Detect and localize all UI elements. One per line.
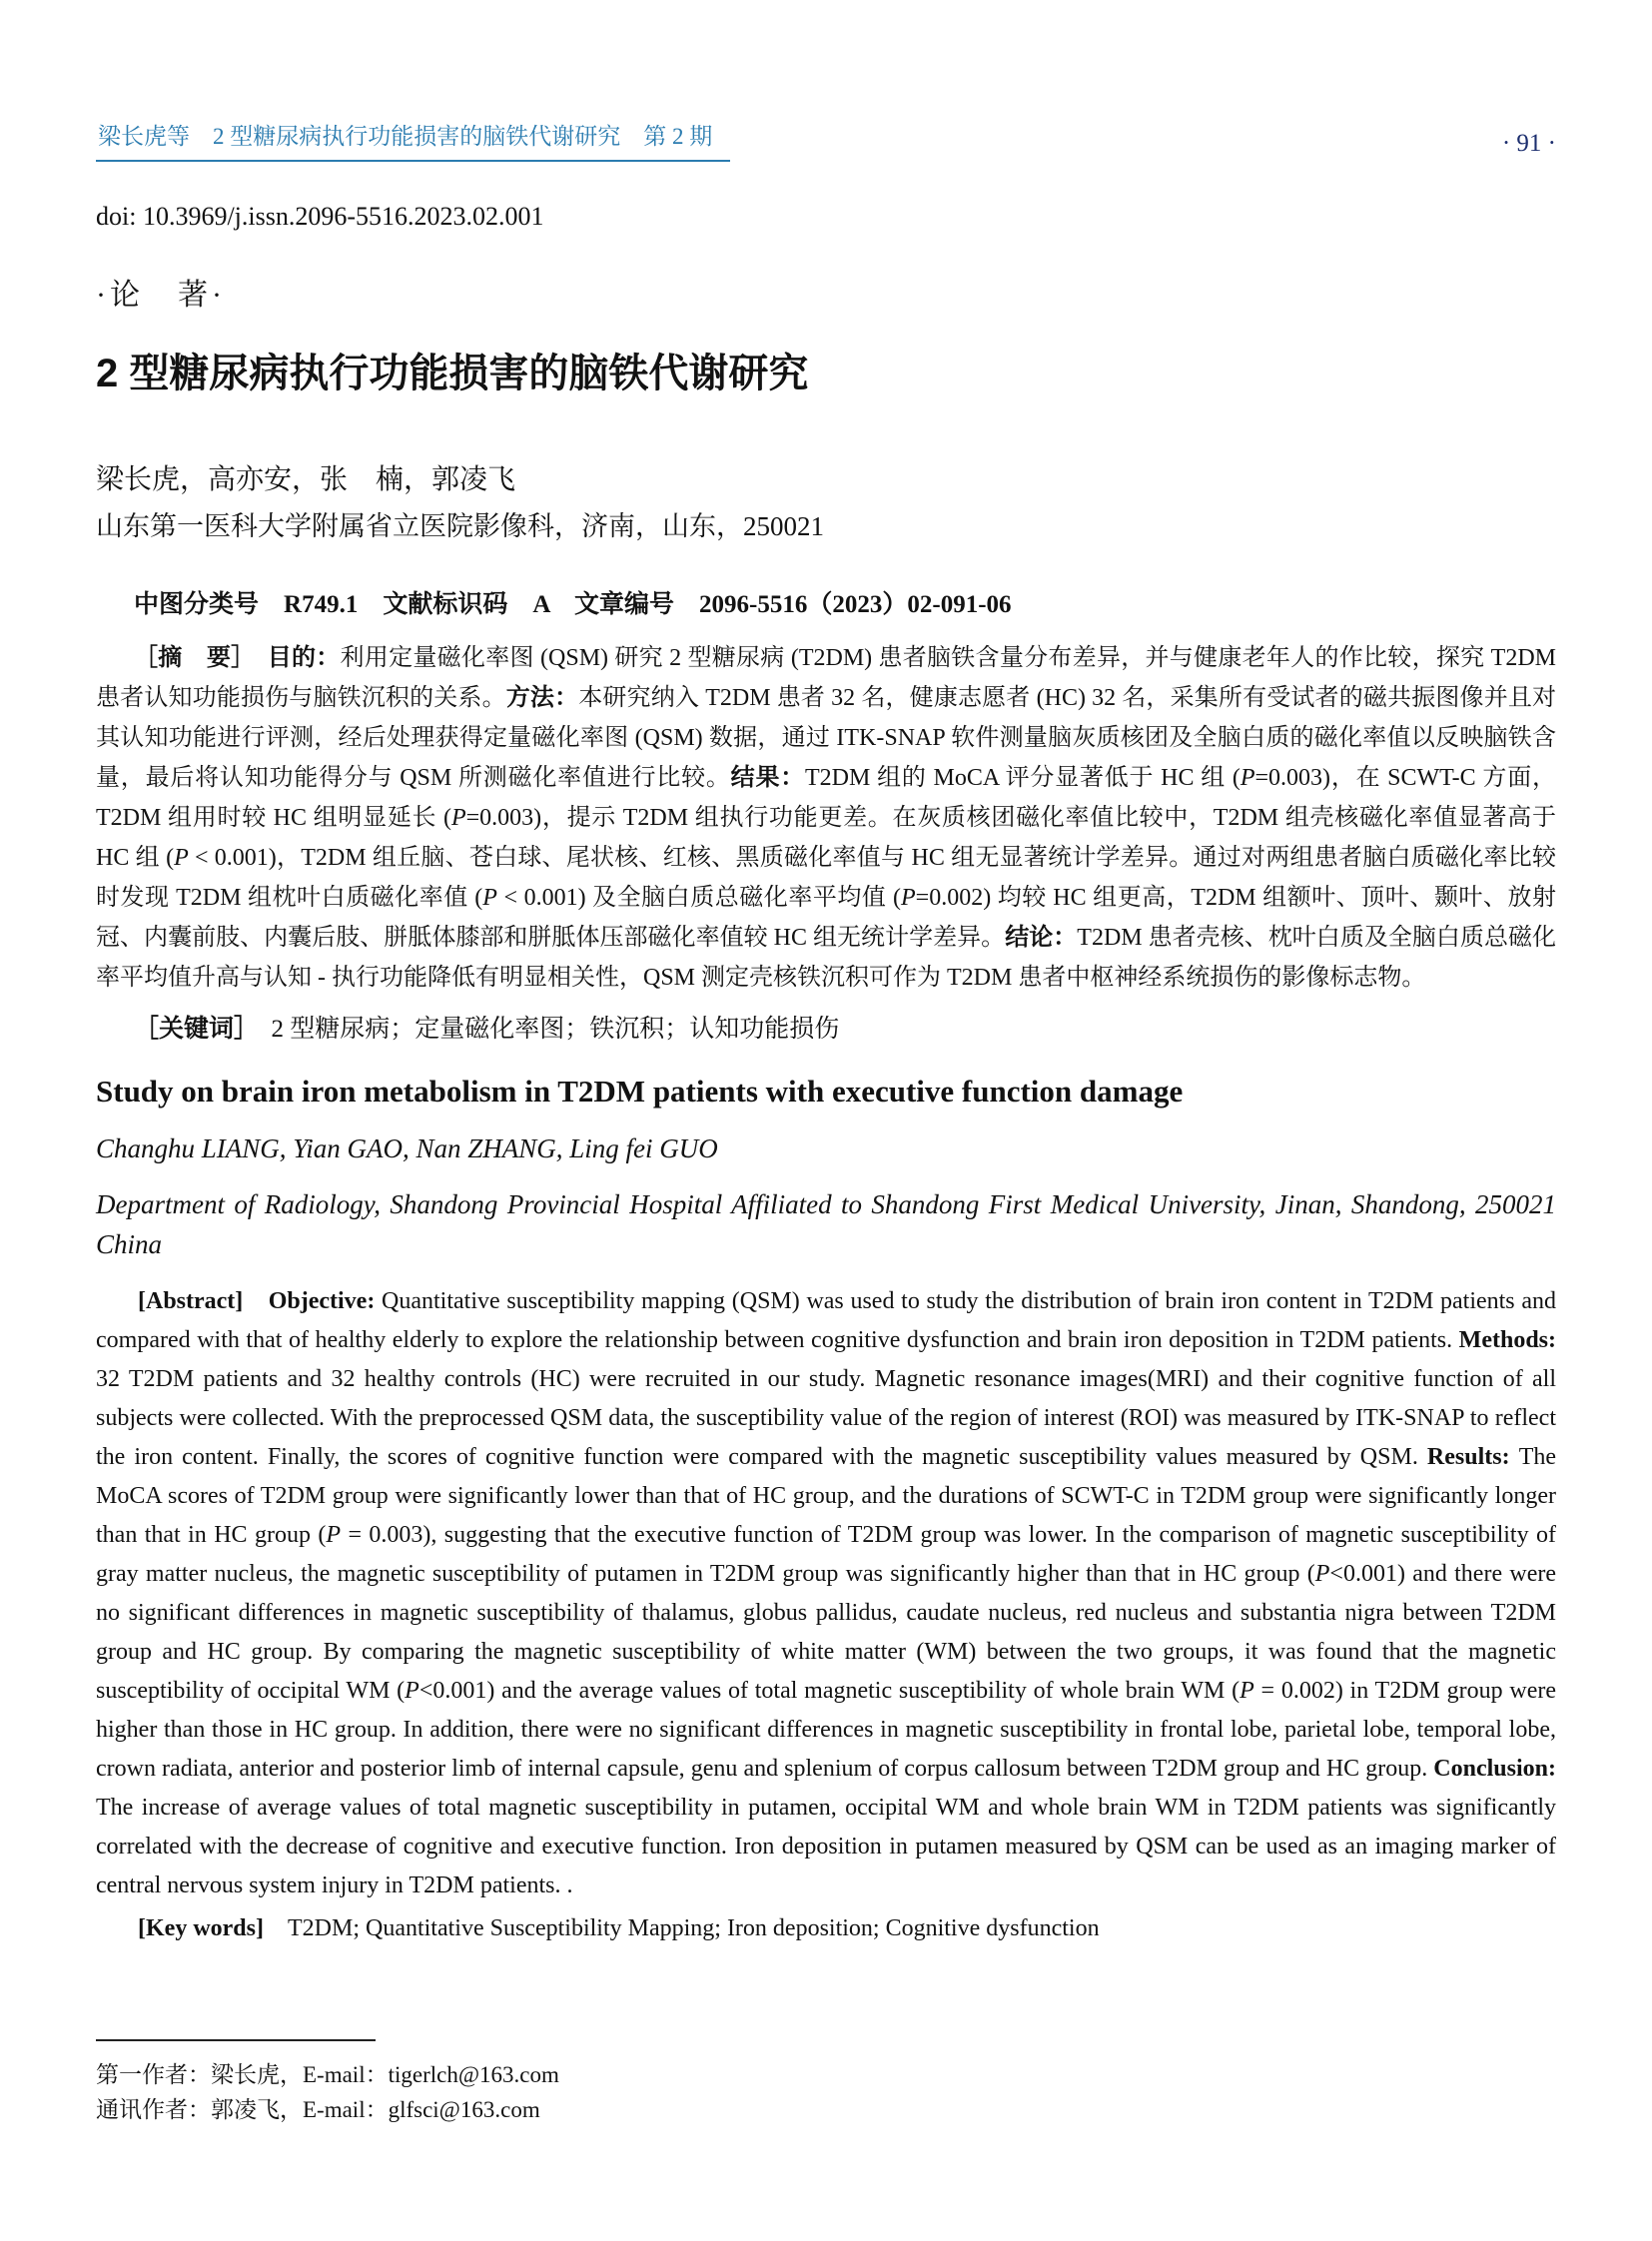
authors-en: Changhu LIANG, Yian GAO, Nan ZHANG, Ling fei GUO (96, 1133, 718, 1163)
affiliation-cn: 山东第一医科大学附属省立医院影像科，济南，山东，250021 (96, 511, 824, 541)
article-meta-line: 中图分类号 R749.1 文献标识码 A 文章编号 2096-5516（2023）02-091-06 (134, 590, 1012, 618)
keywords-en: [Key words] T2DM; Quantitative Susceptibility Mapping; Iron deposition; Cognitive dysfunction (138, 1915, 1100, 1941)
doi-line: doi: 10.3969/j.issn.2096-5516.2023.02.001 (96, 202, 544, 231)
running-title: 梁长虎等 2 型糖尿病执行功能损害的脑铁代谢研究 第 2 期 (96, 122, 730, 162)
keywords-cn: ［关键词］ 2 型糖尿病；定量磁化率图；铁沉积；认知功能损伤 (134, 1015, 840, 1043)
authors-cn: 梁长虎，高亦安，张 楠，郭凌飞 (96, 464, 516, 495)
affiliation-en: Department of Radiology, Shandong Provincial Hospital Affiliated to Shandong First Medical University, Jinan, Shandong, 250021 China (96, 1189, 1556, 1259)
column-marker: ·论 著· (96, 279, 226, 312)
page-header (96, 0, 1556, 162)
footnote-divider (96, 2039, 376, 2041)
first-author-note: 第一作者：梁长虎，E-mail：tigerlch@163.com (96, 2062, 559, 2087)
article-title-cn: 2 型糖尿病执行功能损害的脑铁代谢研究 (96, 352, 809, 395)
article-title-en: Study on brain iron metabolism in T2DM patients with executive function damage (96, 1074, 1184, 1109)
footnote (96, 2039, 559, 2127)
corresponding-author-note: 通讯作者：郭凌飞，E-mail：glfsci@163.com (96, 2097, 540, 2122)
page-number: · 91 · (1501, 130, 1556, 157)
abstract-en: [Abstract] Objective: Quantitative susceptibility mapping (QSM) was used to study the distribution of brain iron content in T2DM patients and compared with that of healthy elderly to explore the relationship between cognitive dysfunction and brain iron deposition in T2DM patients. Methods: 32 T2DM patients and 32 healthy controls (HC) were recruited in our study. Magnetic resonance images(MRI) and their cognitive function of all subjects were collected. With the preprocessed QSM data, the susceptibility value of the region of interest (ROI) was measured by ITK-SNAP to reflect the iron content. Finally, the scores of cognitive function were compared with the magnetic susceptibility values measured by QSM. Results: The MoCA scores of T2DM group were significantly lower than that of HC group, and the durations of SCWT-C in T2DM group were significantly longer than that in HC group (P = 0.003), suggesting that the executive function of T2DM group was lower. In the comparison of magnetic susceptibility of gray matter nucleus, the magnetic susceptibility of putamen in T2DM group was significantly higher than that in HC group (P<0.001) and there were no significant differences in magnetic susceptibility of thalamus, globus pallidus, caudate nucleus, red nucleus and substantia nigra between T2DM group and HC group. By comparing the magnetic susceptibility of white matter (WM) between the two groups, it was found that the magnetic susceptibility of occipital WM (P<0.001) and the average values of total magnetic susceptibility of whole brain WM (P = 0.002) in T2DM group were higher than those in HC group. In addition, there were no significant differences in magnetic susceptibility in frontal lobe, parietal lobe, temporal lobe, crown radiata, anterior and posterior limb of internal capsule, genu and splenium of corpus callosum between T2DM group and HC group. Conclusion: The increase of average values of total magnetic susceptibility in putamen, occipital WM and whole brain WM in T2DM patients was significantly correlated with the decrease of cognitive and executive function. Iron deposition in putamen measured by QSM can be used as an imaging marker of central nervous system injury in T2DM patients. . (96, 1288, 1557, 1898)
abstract-cn: ［摘 要］ 目的：利用定量磁化率图 (QSM) 研究 2 型糖尿病 (T2DM) 患者脑铁含量分布差异，并与健康老年人的作比较，探究 T2DM 患者认知功能损伤与脑铁沉积的关系。方法：本研究纳入 T2DM 患者 32 名，健康志愿者 (HC) 32 名，采集所有受试者的磁共振图像并且对其认知功能进行评测，经后处理获得定量磁化率图 (QSM) 数据，通过 ITK-SNAP 软件测量脑灰质核团及全脑白质的磁化率值以反映脑铁含量，最后将认知功能得分与 QSM 所测磁化率值进行比较。结果：T2DM 组的 MoCA 评分显著低于 HC 组 (P=0.003)，在 SCWT-C 方面，T2DM 组用时较 HC 组明显延长 (P=0.003)，提示 T2DM 组执行功能更差。在灰质核团磁化率值比较中，T2DM 组壳核磁化率值显著高于 HC 组 (P < 0.001)，T2DM 组丘脑、苍白球、尾状核、红核、黑质磁化率值与 HC 组无显著统计学差异。通过对两组患者脑白质磁化率比较时发现 T2DM 组枕叶白质磁化率值 (P < 0.001) 及全脑白质总磁化率平均值 (P=0.002) 均较 HC 组更高，T2DM 组额叶、顶叶、颞叶、放射冠、内囊前肢、内囊后肢、胼胝体膝部和胼胝体压部磁化率值较 HC 组无统计学差异。结论：T2DM 患者壳核、枕叶白质及全脑白质总磁化率平均值升高与认知 - 执行功能降低有明显相关性，QSM 测定壳核铁沉积可作为 T2DM 患者中枢神经系统损伤的影像标志物。 (96, 644, 1557, 991)
